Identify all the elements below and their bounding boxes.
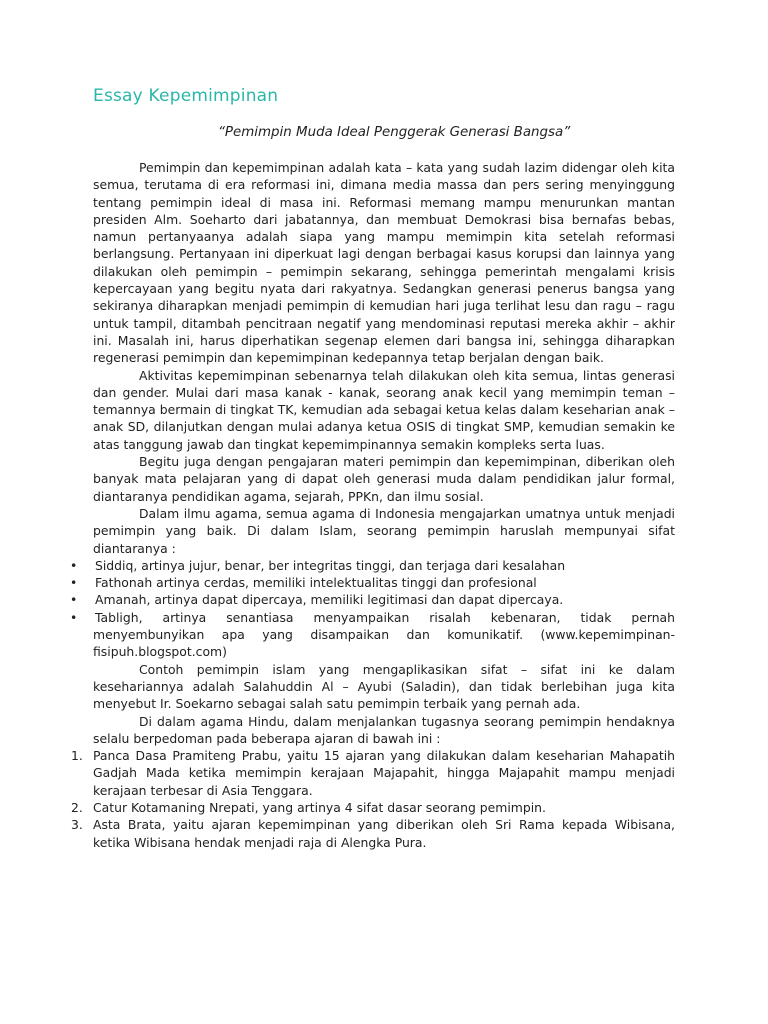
list-number: 3. bbox=[71, 817, 83, 833]
essay-subtitle: “Pemimpin Muda Ideal Penggerak Generasi Bangsa” bbox=[218, 125, 571, 140]
paragraph: Contoh pemimpin islam yang mengaplikasikan sifat – sifat ini ke dalam kesehariannya adalah Salahuddin Al – Ayubi (Saladin), dan tidak berlebihan juga kita menyebut Ir. Soekarno sebagai salah satu pemimpin terbaik yang pernah ada. bbox=[93, 661, 675, 712]
paragraph: Pemimpin dan kepemimpinan adalah kata – kata yang sudah lazim didengar oleh kita semua, terutama di era reformasi ini, dimana media massa dan pers sering menyinggung tentang pemimpin ideal di masa ini. Reformasi memang mampu menurunkan mantan presiden Alm. Soeharto dari jabatannya, dan membuat Demokrasi bisa bernafas bebas, namun pertanyaanya adalah siapa yang mampu memimpin kita setelah reformasi berlangsung. Pertanyaan ini diperkuat lagi dengan berbagai kasus korupsi dan lainnya yang dilakukan oleh pemimpin – pemimpin sekarang, sehingga pemerintah mengalami krisis kepercayaan yang begitu nyata dari rakyatnya. Sedangkan generasi penerus bangsa yang sekiranya diharapkan menjadi pemimpin di kemudian hari juga terlihat lesu dan ragu – ragu untuk tampil, ditambah pencitraan negatif yang mendominasi reputasi mereka akhir – akhir ini. Masalah ini, harus diperhatikan segenap elemen dari bangsa ini, sehingga diharapkan regenerasi pemimpin dan kepemimpinan kedepannya tetap berjalan dengan baik. bbox=[93, 160, 675, 366]
list-item bbox=[71, 816, 675, 851]
paragraph: Di dalam agama Hindu, dalam menjalankan tugasnya seorang pemimpin hendaknya selalu berpedoman pada beberapa ajaran di bawah ini : bbox=[93, 713, 675, 746]
bullet-icon: • bbox=[70, 592, 78, 608]
hindu-teachings-list bbox=[71, 747, 675, 851]
list-number: 1. bbox=[71, 748, 83, 764]
list-number: 2. bbox=[71, 799, 83, 815]
list-item-text: Tabligh, artinya senantiasa menyampaikan risalah kebenaran, tidak pernah menyembunyikan apa yang disampaikan dan komunikatif. (www.kepemimpinan-fisipuh.blogspot.com) bbox=[93, 609, 675, 660]
essay-body bbox=[70, 159, 675, 851]
bullet-icon: • bbox=[70, 575, 78, 591]
list-item-text: Catur Kotamaning Nrepati, yang artinya 4 sifat dasar seorang pemimpin. bbox=[93, 799, 546, 815]
paragraph: Begitu juga dengan pengajaran materi pemimpin dan kepemimpinan, diberikan oleh banyak mata pelajaran yang di dapat oleh generasi muda dalam pendidikan jalur formal, diantaranya pendidikan agama, sejarah, PPKn, dan ilmu sosial. bbox=[93, 454, 675, 504]
list-item bbox=[70, 557, 675, 574]
list-item bbox=[71, 747, 675, 799]
list-item bbox=[70, 591, 675, 608]
list-item-text: Fathonah artinya cerdas, memiliki intelektualitas tinggi dan profesional bbox=[95, 575, 537, 591]
list-item-text: Siddiq, artinya jujur, benar, ber integritas tinggi, dan terjaga dari kesalahan bbox=[95, 557, 566, 573]
list-item bbox=[71, 799, 675, 816]
list-item-text: Amanah, artinya dapat dipercaya, memiliki legitimasi dan dapat dipercaya. bbox=[95, 592, 564, 608]
list-item bbox=[70, 609, 675, 661]
list-item bbox=[70, 574, 675, 591]
paragraph: Aktivitas kepemimpinan sebenarnya telah dilakukan oleh kita semua, lintas generasi dan gender. Mulai dari masa kanak - kanak, seorang anak kecil yang memimpin teman –temannya bermain di tingkat TK, kemudian ada sebagai ketua kelas dalam keseharian anak – anak SD, dilanjutkan dengan mulai adanya ketua OSIS di tingkat SMP, kemudian semakin ke atas tanggung jawab dan tingkat kepemimpinannya semakin kompleks serta luas. bbox=[93, 367, 675, 452]
bullet-icon: • bbox=[70, 557, 78, 573]
paragraph: Dalam ilmu agama, semua agama di Indonesia mengajarkan umatnya untuk menjadi pemimpin yang baik. Di dalam Islam, seorang pemimpin haruslah mempunyai sifat diantaranya : bbox=[93, 505, 675, 556]
islam-traits-list bbox=[70, 557, 675, 661]
bullet-icon: • bbox=[70, 609, 78, 625]
list-item-text: Panca Dasa Pramiteng Prabu, yaitu 15 ajaran yang dilakukan dalam keseharian Mahapatih Gadjah Mada ketika memimpin kerajaan Majapahit, hingga Majapahit mampu menjadi kerajaan terbesar di Asia Tenggara. bbox=[93, 748, 675, 798]
list-item-text: Asta Brata, yaitu ajaran kepemimpinan yang diberikan oleh Sri Rama kepada Wibisana, ketika Wibisana hendak menjadi raja di Alengka Pura. bbox=[93, 817, 675, 850]
document-title: Essay Kepemimpinan bbox=[93, 86, 279, 106]
